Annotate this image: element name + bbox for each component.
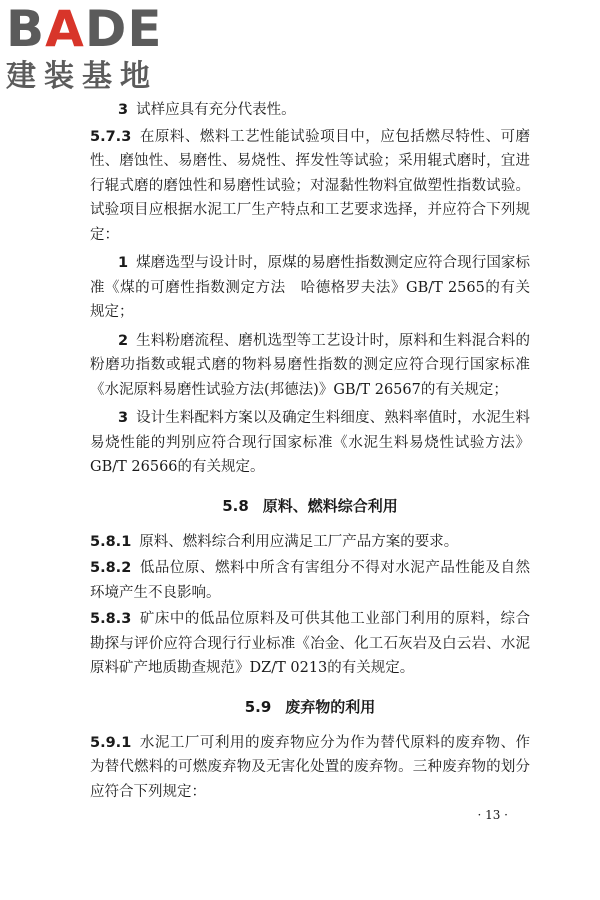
clause-paragraph xyxy=(90,607,530,681)
section-number: 5.9 xyxy=(244,697,272,716)
item-paragraph xyxy=(90,329,530,403)
item-paragraph xyxy=(90,406,530,480)
clause-text: 在原料、燃料工艺性能试验项目中，应包括燃尽特性、可磨性、磨蚀性、易磨性、易烧性、挥发性等试验；采用辊式磨时，宜进行辊式磨的磨蚀性和易磨性试验；对湿黏性物料宜做塑性指数试验。试验项目应根据水泥工厂生产特点和工艺要求选择，并应符合下列规定： xyxy=(90,128,530,243)
item-number: 3 xyxy=(118,102,129,118)
logo-subtitle: 建装基地 xyxy=(6,59,158,94)
clause-paragraph xyxy=(90,556,530,605)
clause-number: 5.7.3 xyxy=(90,128,132,145)
clause-paragraph xyxy=(90,731,530,805)
item-text: 设计生料配料方案以及确定生料细度、熟料率值时，水泥生料易烧性能的判别应符合现行国家标准《水泥生料易烧性试验方法》GB/T 26566的有关规定。 xyxy=(90,410,530,475)
clause-text: 水泥工厂可利用的废弃物应分为作为替代原料的废弃物、作为替代燃料的可燃废弃物及无害化处置的废弃物。三种废弃物的划分应符合下列规定： xyxy=(90,734,530,800)
clause-text: 低品位原、燃料中所含有害组分不得对水泥产品性能及自然环境产生不良影响。 xyxy=(90,560,530,601)
item-text: 试样应具有充分代表性。 xyxy=(136,102,296,118)
section-heading xyxy=(90,695,530,719)
document-body xyxy=(90,98,530,804)
item-paragraph xyxy=(90,251,530,325)
section-title: 废弃物的利用 xyxy=(285,697,376,716)
section-number: 5.8 xyxy=(222,496,249,515)
clause-paragraph xyxy=(90,125,530,248)
clause-number: 5.8.1 xyxy=(90,533,132,550)
item-paragraph xyxy=(90,98,530,123)
item-number: 2 xyxy=(118,332,129,349)
clause-text: 矿床中的低品位原料及可供其他工业部门利用的原料，综合勘探与评价应符合现行行业标准《冶金、化工石灰岩及白云岩、水泥原料矿产地质勘查规范》DZ/T 0213的有关规定。 xyxy=(90,611,530,676)
clause-number: 5.8.3 xyxy=(90,611,132,627)
logo-wordmark: BADE xyxy=(6,0,163,58)
item-number: 3 xyxy=(118,410,129,426)
clause-number: 5.8.2 xyxy=(90,560,132,576)
clause-paragraph xyxy=(90,530,530,555)
section-heading xyxy=(90,494,530,518)
section-title: 原料、燃料综合利用 xyxy=(262,496,398,515)
item-text: 生料粉磨流程、磨机选型等工艺设计时，原料和生料混合料的粉磨功指数或辊式磨的物料易磨性指数的测定应符合现行国家标准《水泥原料易磨性试验方法(邦德法)》GB/T 26567的有关规定； xyxy=(90,332,530,398)
item-number: 1 xyxy=(118,255,129,271)
clause-number: 5.9.1 xyxy=(90,734,132,751)
clause-text: 原料、燃料综合利用应满足工厂产品方案的要求。 xyxy=(139,533,459,550)
bade-logo xyxy=(6,0,176,94)
item-text: 煤磨选型与设计时，原煤的易磨性指数测定应符合现行国家标准《煤的可磨性指数测定方法 哈德格罗夫法》GB/T 2565的有关规定； xyxy=(90,255,530,320)
page-number: · 13 · xyxy=(477,808,508,822)
